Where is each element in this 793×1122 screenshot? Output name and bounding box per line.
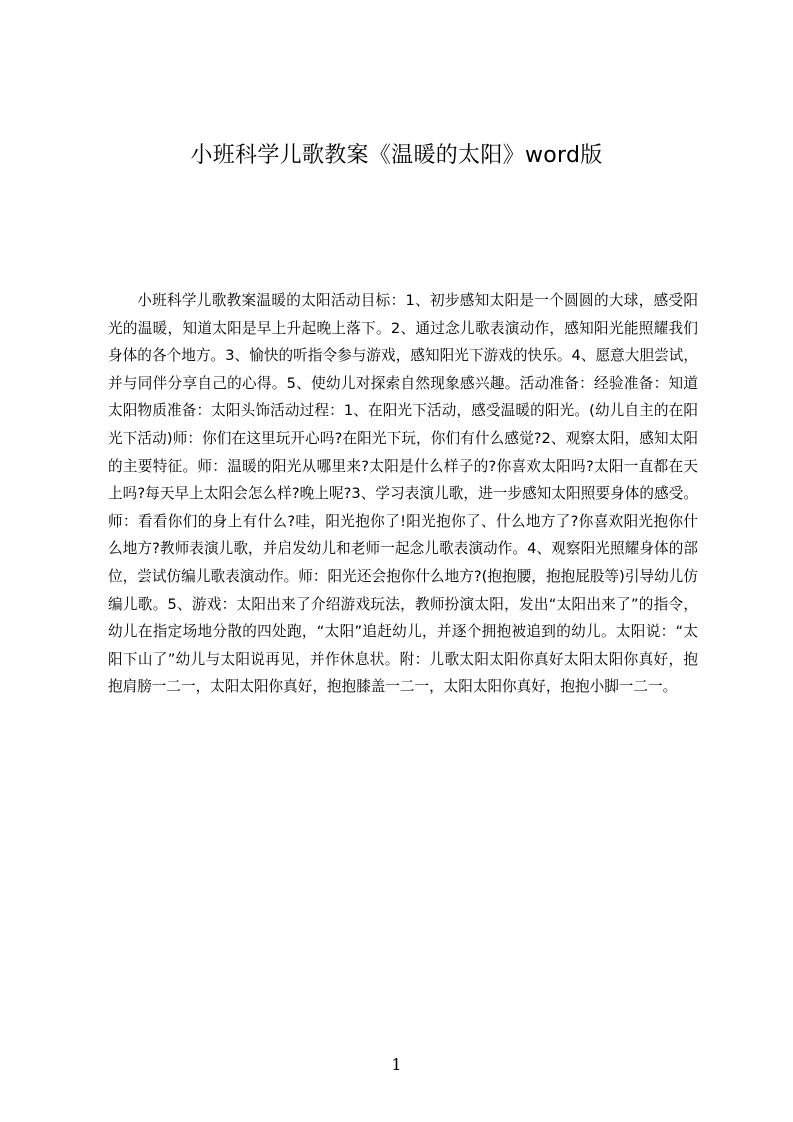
document-body-paragraph: 小班科学儿歌教案温暖的太阳活动目标：1、初步感知太阳是一个圆圆的大球，感受阳光的温暖，知道太阳是早上升起晚上落下。2、通过念儿歌表演动作，感知阳光能照耀我们身体的各个地方。3、愉快的听指令参与游戏，感知阳光下游戏的快乐。4、愿意大胆尝试，并与同伴分享自己的心得。5、使幼儿对探索自然现象感兴趣。活动准备：经验准备：知道太阳物质准备：太阳头饰活动过程：1、在阳光下活动，感受温暖的阳光。(幼儿自主的在阳光下活动)师：你们在这里玩开心吗?在阳光下玩，你们有什么感觉?2、观察太阳，感知太阳的主要特征。师：温暖的阳光从哪里来?太阳是什么样子的?你喜欢太阳吗?太阳一直都在天上吗?每天早上太阳会怎么样?晚上呢?3、学习表演儿歌，进一步感知太阳照要身体的感受。师：看看你们的身上有什么?哇，阳光抱你了!阳光抱你了、什么地方了?你喜欢阳光抱你什么地方?教师表演儿歌，并启发幼儿和老师一起念儿歌表演动作。4、观察阳光照耀身体的部位，尝试仿编儿歌表演动作。师：阳光还会抱你什么地方?(抱抱腰，抱抱屁股等)引导幼儿仿编儿歌。5、游戏：太阳出来了介绍游戏玩法，教师扮演太阳，发出“太阳出来了”的指令，幼儿在指定场地分散的四处跑，“太阳”追赶幼儿，并逐个拥抱被追到的幼儿。太阳说：“太阳下山了”幼儿与太阳说再见，并作休息状。附：儿歌太阳太阳你真好太阳太阳你真好，抱抱肩膀一二一，太阳太阳你真好，抱抱膝盖一二一，太阳太阳你真好，抱抱小脚一二一。 [108, 292, 698, 696]
document-title: 小班科学儿歌教案《温暖的太阳》word版 [190, 143, 603, 168]
page-number: 1 [391, 1055, 402, 1074]
